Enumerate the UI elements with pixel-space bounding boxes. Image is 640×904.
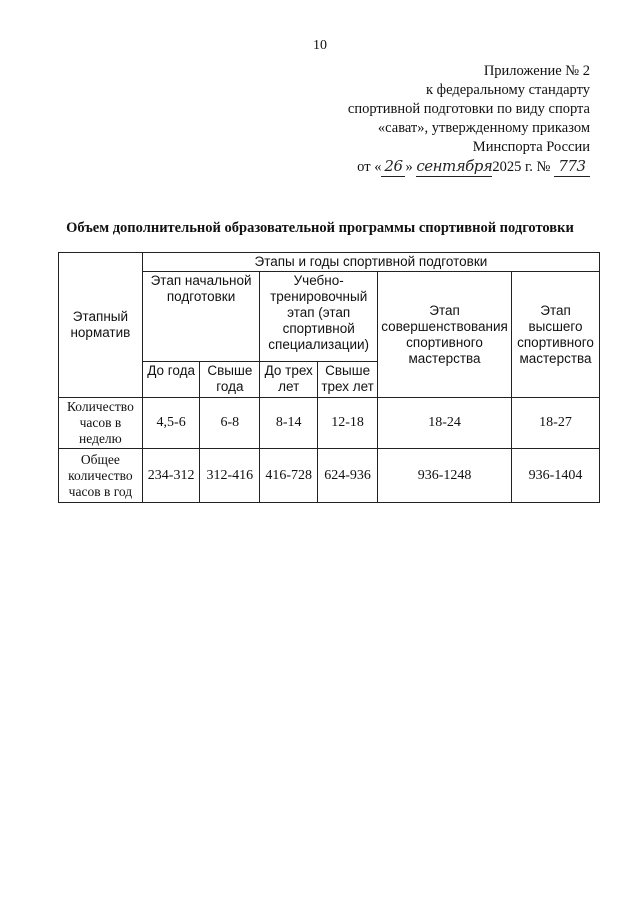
order-date-line bbox=[290, 157, 590, 177]
appendix-line-ministry: Минспорта России bbox=[472, 139, 590, 155]
header-stage-improvement: Этап совершенствования спортивного мастерства bbox=[378, 272, 512, 398]
appendix-line-sport: спортивной подготовки по виду спорта bbox=[347, 101, 590, 117]
table-row bbox=[59, 449, 600, 503]
cell-value: 312-416 bbox=[200, 449, 260, 503]
cell-value: 936-1404 bbox=[512, 449, 600, 503]
cell-value: 6-8 bbox=[200, 398, 260, 449]
subheader-over-three: Свыше трех лет bbox=[318, 362, 378, 398]
appendix-header bbox=[290, 62, 590, 177]
cell-value: 234-312 bbox=[142, 449, 200, 503]
date-mid: » bbox=[405, 159, 413, 175]
order-number-handwritten: 773 bbox=[554, 157, 590, 177]
date-year: 2025 г. № bbox=[492, 159, 551, 175]
header-stage-initial: Этап начальной подготовки bbox=[142, 272, 259, 362]
header-norm: Этапный норматив bbox=[59, 253, 143, 398]
date-month-handwritten: сентября bbox=[416, 157, 493, 175]
appendix-line-standard: к федеральному стандарту bbox=[426, 82, 590, 98]
cell-value: 936-1248 bbox=[378, 449, 512, 503]
cell-value: 8-14 bbox=[260, 398, 318, 449]
row-label-hours-year: Общее количество часов в год bbox=[59, 449, 143, 503]
cell-value: 18-24 bbox=[378, 398, 512, 449]
appendix-title: Приложение № 2 bbox=[483, 63, 590, 79]
table-row bbox=[59, 398, 600, 449]
date-day-handwritten: 26 bbox=[381, 157, 405, 177]
cell-value: 416-728 bbox=[260, 449, 318, 503]
cell-value: 18-27 bbox=[512, 398, 600, 449]
header-stages: Этапы и годы спортивной подготовки bbox=[142, 253, 599, 272]
date-prefix: от « bbox=[357, 159, 382, 175]
subheader-up-to-year: До года bbox=[142, 362, 200, 398]
cell-value: 4,5-6 bbox=[142, 398, 200, 449]
subheader-up-to-three: До трех лет bbox=[260, 362, 318, 398]
page-number: 10 bbox=[313, 38, 327, 53]
subheader-over-year: Свыше года bbox=[200, 362, 260, 398]
header-stage-training: Учебно-тренировочный этап (этап спортивной специализации) bbox=[260, 272, 378, 362]
program-volume-table bbox=[58, 252, 600, 503]
cell-value: 12-18 bbox=[318, 398, 378, 449]
header-stage-higher: Этап высшего спортивного мастерства bbox=[512, 272, 600, 398]
appendix-line-order: «сават», утвержденному приказом bbox=[377, 120, 590, 136]
document-title: Объем дополнительной образовательной программы спортивной подготовки bbox=[66, 220, 574, 236]
row-label-hours-week: Количество часов в неделю bbox=[59, 398, 143, 449]
cell-value: 624-936 bbox=[318, 449, 378, 503]
